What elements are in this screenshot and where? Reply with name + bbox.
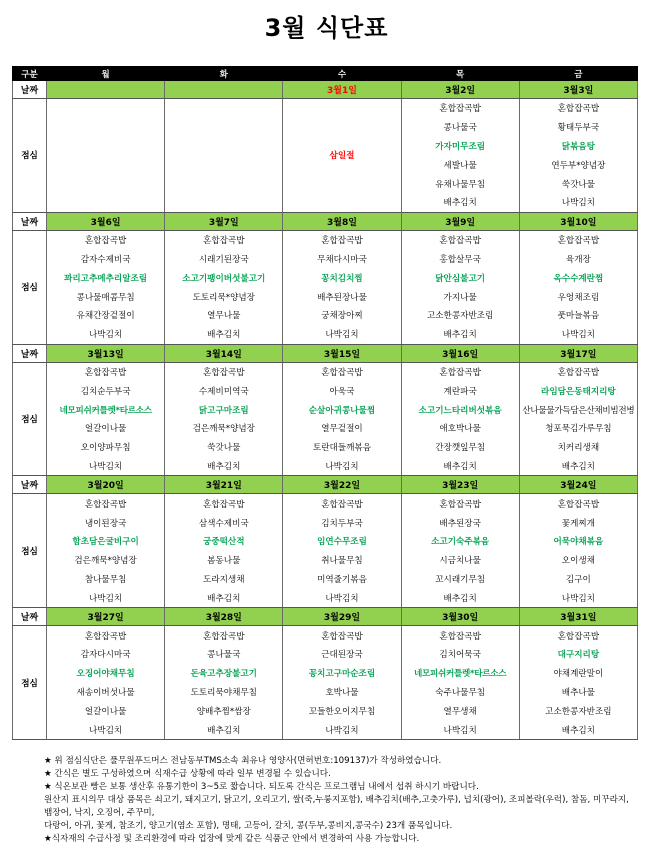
date-cell: 3월8일 (283, 212, 401, 230)
date-cell: 3월15일 (283, 344, 401, 362)
note-line: ★ 위 점심식단은 풀무원푸드머스 전남동부TMS소속 최유나 영양사(면허번호:109137)가 작성하였습니다. (44, 756, 442, 766)
menu-row (13, 230, 638, 249)
menu-row (13, 400, 638, 419)
menu-item: 혼합잡곡밥 (47, 230, 165, 249)
date-cell: 3월22일 (283, 476, 401, 494)
menu-item: 가지나물 (401, 287, 519, 306)
menu-item: 혼합잡곡밥 (165, 494, 283, 513)
menu-item: 소고기느타리버섯볶음 (401, 400, 519, 419)
menu-item: 옥수수계란찜 (519, 268, 637, 287)
menu-row (13, 381, 638, 400)
menu-item: 나박김치 (47, 325, 165, 344)
menu-row (13, 720, 638, 739)
menu-item: 혼합잡곡밥 (401, 626, 519, 645)
menu-row (13, 532, 638, 551)
menu-item: 배추김치 (165, 720, 283, 739)
menu-item: 나박김치 (47, 457, 165, 476)
meal-label: 점심 (13, 362, 47, 476)
menu-item: 콩나물국 (401, 118, 519, 137)
header-row (13, 67, 638, 81)
menu-row (13, 306, 638, 325)
menu-item: 청포묵김가루무침 (519, 419, 637, 438)
menu-item: 궁중떡산적 (165, 532, 283, 551)
menu-item: 참나물무침 (47, 570, 165, 589)
menu-item (165, 193, 283, 212)
menu-row (13, 457, 638, 476)
menu-item: 대구지리탕 (519, 645, 637, 664)
menu-item (165, 118, 283, 137)
menu-item: 꽃게찌개 (519, 513, 637, 532)
menu-item: 쑥갓나물 (165, 438, 283, 457)
menu-item: 도라지생채 (165, 570, 283, 589)
menu-item: 배추김치 (401, 193, 519, 212)
menu-item: 나박김치 (519, 325, 637, 344)
menu-item: 소고기팽이버섯불고기 (165, 268, 283, 287)
menu-item: 나박김치 (283, 325, 401, 344)
menu-item: 풋마늘볶음 (519, 306, 637, 325)
date-cell: 3월16일 (401, 344, 519, 362)
date-cell (165, 81, 283, 99)
meal-label: 점심 (13, 626, 47, 740)
note-line: ★ 간식은 별도 구성하였으며 식재수급 상황에 따라 일부 변경될 수 있습니다. (44, 769, 331, 779)
menu-item: 쑥갓나물 (519, 174, 637, 193)
menu-item: 가자미무조림 (401, 137, 519, 156)
menu-item: 혼합잡곡밥 (401, 99, 519, 118)
date-cell: 3월21일 (165, 476, 283, 494)
menu-item: 콩나물국 (165, 645, 283, 664)
header-cell: 금 (519, 67, 637, 81)
menu-item: 시금치나물 (401, 551, 519, 570)
menu-row (13, 419, 638, 438)
menu-row (13, 664, 638, 683)
menu-item (47, 155, 165, 174)
menu-item: 혼합잡곡밥 (165, 626, 283, 645)
menu-item: 배추김치 (165, 588, 283, 607)
date-cell: 3월29일 (283, 608, 401, 626)
header-cell: 수 (283, 67, 401, 81)
date-label: 날짜 (13, 212, 47, 230)
menu-item: 나박김치 (47, 588, 165, 607)
menu-item: 열무나물 (165, 306, 283, 325)
date-cell: 3월30일 (401, 608, 519, 626)
menu-item: 돈육고추장불고기 (165, 664, 283, 683)
page-title: 3월 식단표 (264, 14, 389, 42)
menu-item: 시래기된장국 (165, 250, 283, 269)
menu-item: 닭볶음탕 (519, 137, 637, 156)
menu-row (13, 626, 638, 645)
menu-item: 어묵야채볶음 (519, 532, 637, 551)
date-cell: 3월6일 (47, 212, 165, 230)
menu-item: 고소한콩자반조림 (401, 306, 519, 325)
menu-item: 혼합잡곡밥 (47, 362, 165, 381)
menu-item: 우엉채조림 (519, 287, 637, 306)
menu-item: 검은깨묵*양념장 (165, 419, 283, 438)
menu-item: 감자수제비국 (47, 250, 165, 269)
menu-item: 오이생채 (519, 551, 637, 570)
menu-item (47, 137, 165, 156)
date-row (13, 81, 638, 99)
menu-item: 궁채장아찌 (283, 306, 401, 325)
menu-item: 근대된장국 (283, 645, 401, 664)
date-cell (47, 81, 165, 99)
menu-row (13, 683, 638, 702)
menu-item: 산나물물가득담은산채비빔전병 (519, 400, 637, 419)
meal-label: 점심 (13, 99, 47, 213)
menu-item: 임연수무조림 (283, 532, 401, 551)
menu-item: 혼합잡곡밥 (47, 494, 165, 513)
menu-item: 네모피쉬커틀렛*타르소스 (401, 664, 519, 683)
menu-item: 열무생채 (401, 701, 519, 720)
menu-item: 혼합잡곡밥 (165, 362, 283, 381)
menu-row (13, 99, 638, 118)
menu-item: 혼합잡곡밥 (519, 494, 637, 513)
meal-label: 점심 (13, 230, 47, 344)
date-row (13, 212, 638, 230)
menu-item: 콩나물매콤무침 (47, 287, 165, 306)
menu-item (165, 99, 283, 118)
menu-item: 꼬들한오이지무침 (283, 701, 401, 720)
menu-item: 오징어야채무침 (47, 664, 165, 683)
menu-item: 라임담은동태지리탕 (519, 381, 637, 400)
holiday-cell: 삼일절 (283, 99, 401, 213)
menu-row (13, 701, 638, 720)
menu-item: 열무겉절이 (283, 419, 401, 438)
date-cell: 3월7일 (165, 212, 283, 230)
menu-item: 유채간장겉절이 (47, 306, 165, 325)
menu-item: 혼합잡곡밥 (519, 230, 637, 249)
menu-item: 육개장 (519, 250, 637, 269)
menu-item: 봄동나물 (165, 551, 283, 570)
menu-row (13, 287, 638, 306)
menu-item: 배추김치 (165, 457, 283, 476)
date-cell: 3월17일 (519, 344, 637, 362)
menu-item: 치커리생채 (519, 438, 637, 457)
menu-row (13, 645, 638, 664)
menu-item: 무채다시마국 (283, 250, 401, 269)
menu-row (13, 438, 638, 457)
menu-item: 배추김치 (519, 457, 637, 476)
menu-item: 네모피쉬커틀렛*타르소스 (47, 400, 165, 419)
date-cell: 3월1일 (283, 81, 401, 99)
menu-item: 취나물무침 (283, 551, 401, 570)
date-label: 날짜 (13, 608, 47, 626)
menu-item: 김치두부국 (283, 513, 401, 532)
menu-item: 혼합잡곡밥 (401, 362, 519, 381)
menu-item: 혼합잡곡밥 (401, 494, 519, 513)
menu-item: 계란파국 (401, 381, 519, 400)
menu-item: 배추김치 (401, 588, 519, 607)
menu-item: 새송이버섯나물 (47, 683, 165, 702)
date-cell: 3월24일 (519, 476, 637, 494)
date-row (13, 608, 638, 626)
menu-item (47, 99, 165, 118)
menu-item: 도토리묵야채무침 (165, 683, 283, 702)
notes (44, 755, 639, 846)
menu-item: 미역줄기볶음 (283, 570, 401, 589)
menu-item: 김치어묵국 (401, 645, 519, 664)
menu-row (13, 362, 638, 381)
menu-item: 배추김치 (519, 720, 637, 739)
menu-item: 고소한콩자반조림 (519, 701, 637, 720)
menu-item: 나박김치 (283, 720, 401, 739)
menu-item: 혼합잡곡밥 (519, 99, 637, 118)
menu-item (165, 137, 283, 156)
menu-item: 혼합잡곡밥 (283, 362, 401, 381)
menu-item: 검은깨묵*양념장 (47, 551, 165, 570)
menu-row (13, 570, 638, 589)
date-cell: 3월10일 (519, 212, 637, 230)
menu-item: 얼갈이나물 (47, 701, 165, 720)
header-cell: 화 (165, 67, 283, 81)
menu-item: 배추된장나물 (283, 287, 401, 306)
menu-item: 냉이된장국 (47, 513, 165, 532)
menu-item: 혼합잡곡밥 (401, 230, 519, 249)
date-cell: 3월2일 (401, 81, 519, 99)
menu-item: 배추김치 (165, 325, 283, 344)
date-row (13, 476, 638, 494)
menu-item: 소고기숙주볶음 (401, 532, 519, 551)
menu-item: 배추나물 (519, 683, 637, 702)
menu-item: 배추된장국 (401, 513, 519, 532)
date-cell: 3월23일 (401, 476, 519, 494)
menu-item: 나박김치 (47, 720, 165, 739)
date-label: 날짜 (13, 476, 47, 494)
date-cell: 3월28일 (165, 608, 283, 626)
menu-item: 삼색수제비국 (165, 513, 283, 532)
menu-item: 도토리묵*양념장 (165, 287, 283, 306)
menu-item: 황태두부국 (519, 118, 637, 137)
header-cell: 월 (47, 67, 165, 81)
menu-item: 오이양파무침 (47, 438, 165, 457)
menu-item: 간장깻잎무침 (401, 438, 519, 457)
menu-row (13, 325, 638, 344)
date-cell: 3월9일 (401, 212, 519, 230)
menu-item (47, 118, 165, 137)
date-cell: 3월20일 (47, 476, 165, 494)
menu-item: 나박김치 (519, 588, 637, 607)
menu-item: 세발나물 (401, 155, 519, 174)
menu-item: 얼갈이나물 (47, 419, 165, 438)
menu-item: 호박나물 (283, 683, 401, 702)
menu-item: 배추김치 (401, 457, 519, 476)
menu-item (47, 193, 165, 212)
menu-item: 유채나물무침 (401, 174, 519, 193)
menu-item: 나박김치 (519, 193, 637, 212)
menu-item: 아욱국 (283, 381, 401, 400)
date-cell: 3월3일 (519, 81, 637, 99)
date-label: 날짜 (13, 81, 47, 99)
note-line: ★ 식온보관 빵은 보통 생산후 유통기한이 3~5로 짧습니다. 되도록 간식은 프로그램님 내에서 섭취 하시기 바랍니다. (44, 782, 479, 792)
menu-item: 혼합잡곡밥 (283, 494, 401, 513)
date-label: 날짜 (13, 344, 47, 362)
menu-item: 닭고구마조림 (165, 400, 283, 419)
menu-item: 나박김치 (283, 457, 401, 476)
date-cell: 3월27일 (47, 608, 165, 626)
menu-item: 순살아귀콩나물찜 (283, 400, 401, 419)
menu-item: 나박김치 (283, 588, 401, 607)
date-cell: 3월13일 (47, 344, 165, 362)
menu-item: 감자다시마국 (47, 645, 165, 664)
menu-item: 김치순두부국 (47, 381, 165, 400)
header-cell: 목 (401, 67, 519, 81)
date-cell: 3월14일 (165, 344, 283, 362)
menu-item: 애호박나물 (401, 419, 519, 438)
menu-row (13, 551, 638, 570)
note-line: ★식자재의 수급사정 및 조리환경에 따라 업장에 맞게 같은 식품군 안에서 변경하여 사용 가능합니다. (44, 834, 420, 844)
menu-item: 토란대들깨볶음 (283, 438, 401, 457)
menu-item: 꼬시래기무침 (401, 570, 519, 589)
menu-item: 혼합잡곡밥 (519, 362, 637, 381)
menu-table (12, 66, 638, 740)
menu-item: 혼합잡곡밥 (47, 626, 165, 645)
menu-item: 홍합살무국 (401, 250, 519, 269)
menu-item: 함초담은굴비구이 (47, 532, 165, 551)
menu-item: 양배추찜*쌈장 (165, 701, 283, 720)
date-row (13, 344, 638, 362)
date-cell: 3월31일 (519, 608, 637, 626)
menu-item: 수제비미역국 (165, 381, 283, 400)
menu-item: 혼합잡곡밥 (165, 230, 283, 249)
menu-row (13, 268, 638, 287)
note-line: 원산지 표시의무 대상 품목은 쇠고기, 돼지고기, 닭고기, 오리고기, 쌀(죽,누룽지포함), 배추김치(배추,고춧가루), 넙치(광어), 조피볼락(우럭), 참돔, 미꾸라지, 뱀장어, 낙지, 오징어, 주꾸미, (44, 795, 629, 818)
menu-item (165, 174, 283, 193)
menu-item: 혼합잡곡밥 (519, 626, 637, 645)
menu-item: 김구이 (519, 570, 637, 589)
menu-row (13, 513, 638, 532)
menu-item: 혼합잡곡밥 (283, 626, 401, 645)
menu-item: 혼합잡곡밥 (283, 230, 401, 249)
menu-item: 꽁치고구마순조림 (283, 664, 401, 683)
menu-item: 꽈리고추메추리알조림 (47, 268, 165, 287)
note-line: 다랑어, 아귀, 꽃게, 참조기, 양고기(염소 포함), 명태, 고등어, 갈치, 콩(두부,콩비지,콩국수) 23개 품목입니다. (44, 821, 453, 831)
menu-item: 연두부*양념장 (519, 155, 637, 174)
menu-row (13, 494, 638, 513)
menu-item: 닭안심불고기 (401, 268, 519, 287)
menu-item: 나박김치 (401, 720, 519, 739)
menu-item (165, 155, 283, 174)
menu-item: 숙주나물무침 (401, 683, 519, 702)
header-cell: 구분 (13, 67, 47, 81)
menu-item: 배추김치 (401, 325, 519, 344)
menu-row (13, 588, 638, 607)
menu-item: 꽁치김치찜 (283, 268, 401, 287)
menu-item (47, 174, 165, 193)
meal-label: 점심 (13, 494, 47, 608)
menu-item: 야채계란말이 (519, 664, 637, 683)
menu-row (13, 250, 638, 269)
